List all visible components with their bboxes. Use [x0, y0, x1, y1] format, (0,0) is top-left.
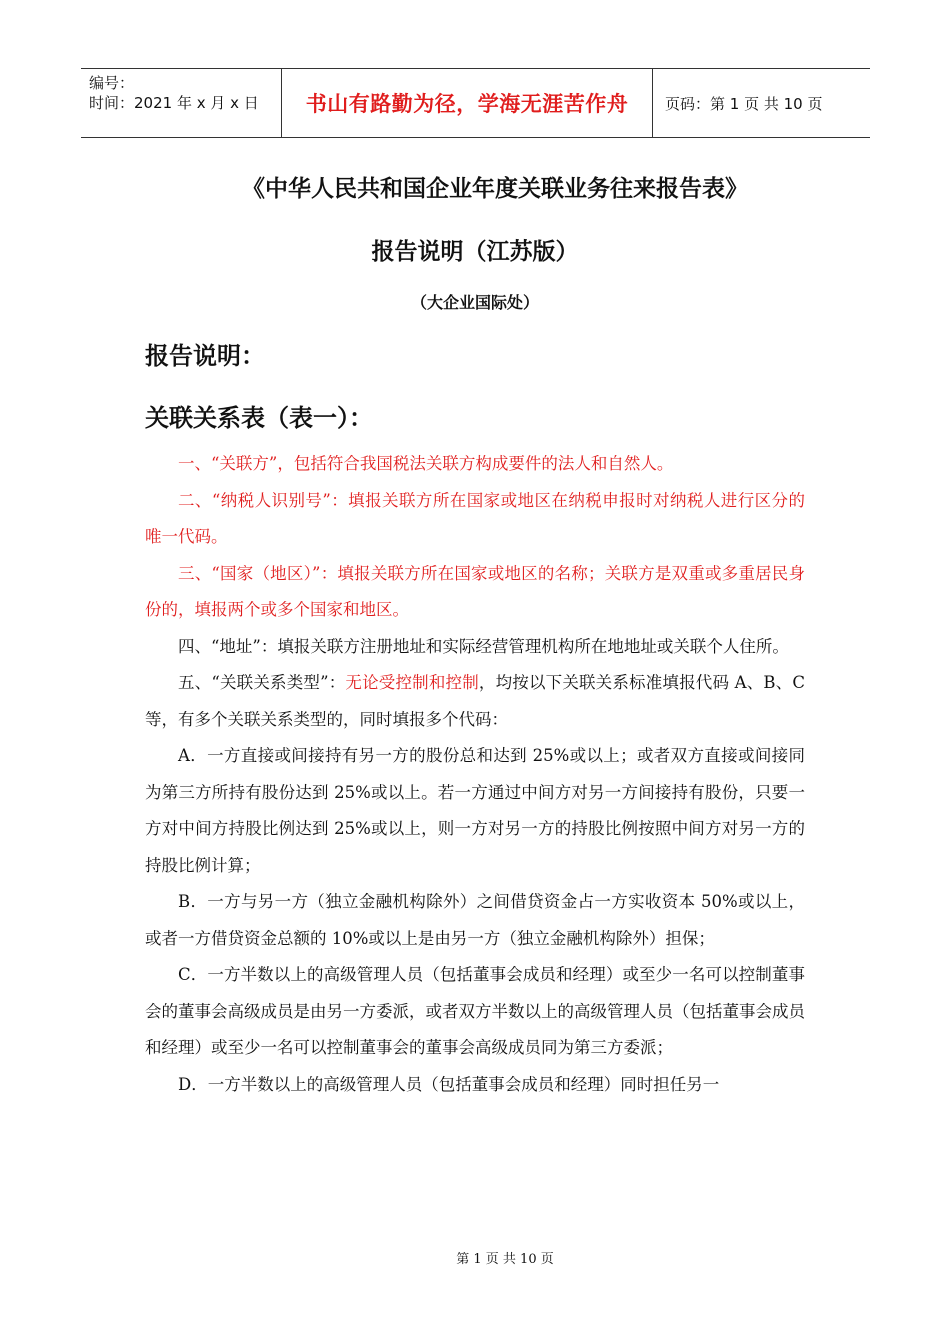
paragraph-item-a: A．一方直接或间接持有另一方的股份总和达到 25%或以上；或者双方直接或间接同为第三方所持有股份达到 25%或以上。若一方通过中间方对另一方间接持有股份，只要一方对中间方持股比例达到 25%或以上，则一方对另一方的持股比例按照中间方对另一方的持股比例计算；	[145, 746, 805, 875]
paragraph-related-party: 一、“关联方”，包括符合我国税法关联方构成要件的法人和自然人。	[178, 454, 674, 473]
header-page-info: 页码：第 1 页 共 10 页	[665, 94, 823, 113]
relation-type-rest: ，均按以下关联关系标准填报代码 A、B、C 等，有多个关联关系类型的，同时填报多个代码：	[145, 673, 805, 729]
document-subtitle: 报告说明（江苏版）	[371, 238, 579, 265]
header-meta	[81, 69, 282, 137]
relation-type-highlight: 无论受控制和控制	[345, 673, 479, 692]
section-report-note: 报告说明：	[145, 342, 265, 370]
document-header	[81, 68, 870, 138]
number-label: 编号：	[89, 74, 135, 92]
paragraph-item-c: C．一方半数以上的高级管理人员（包括董事会成员和经理）或至少一名可以控制董事会的董事会高级成员是由另一方委派，或者双方半数以上的高级管理人员（包括董事会成员和经理）或至少一名可以控制董事会的董事会高级成员同为第三方委派；	[145, 965, 805, 1057]
relation-type-lead: 五、“关联关系类型”：	[178, 673, 346, 692]
page-footer: 第 1 页 共 10 页	[456, 1252, 554, 1267]
section-table-one: 关联关系表（表一）：	[145, 404, 373, 432]
document-body	[145, 446, 805, 1103]
document-org: （大企业国际处）	[410, 293, 539, 312]
paragraph-relation-type	[145, 665, 805, 738]
paragraph-taxpayer-id: 二、“纳税人识别号”：填报关联方所在国家或地区在纳税申报时对纳税人进行区分的唯一代码。	[145, 490, 805, 546]
paragraph-item-d: D．一方半数以上的高级管理人员（包括董事会成员和经理）同时担任另一	[178, 1074, 720, 1094]
paragraph-address: 四、“地址”：填报关联方注册地址和实际经营管理机构所在地地址或关联个人住所。	[178, 636, 789, 656]
paragraph-item-b: B．一方与另一方（独立金融机构除外）之间借贷资金占一方实收资本 50%或以上，或者一方借贷资金总额的 10%或以上是由另一方（独立金融机构除外）担保；	[145, 892, 805, 948]
time-label: 时间：2021 年 x 月 x 日	[89, 94, 259, 112]
paragraph-country: 三、“国家（地区）”：填报关联方所在国家或地区的名称；关联方是双重或多重居民身份的，填报两个或多个国家和地区。	[145, 563, 805, 619]
document-title: 《中华人民共和国企业年度关联业务往来报告表》	[242, 175, 748, 202]
header-motto: 书山有路勤为径，学海无涯苦作舟	[282, 69, 653, 137]
